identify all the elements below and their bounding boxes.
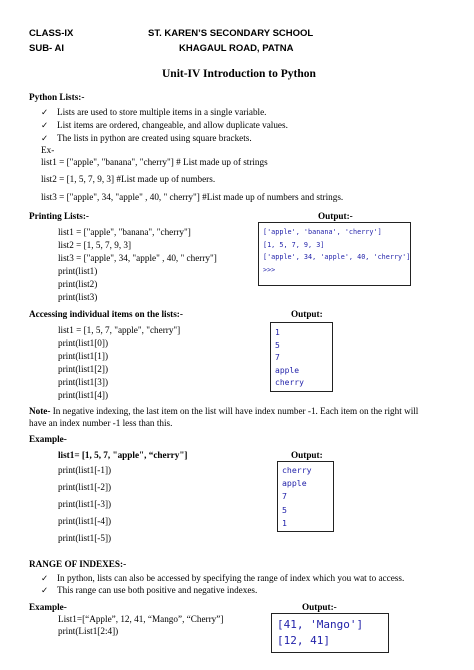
output-label: Output:	[291, 309, 323, 319]
note-line: Note- In negative indexing, the last item on the list will have index number -1. Each item on the right will	[29, 406, 419, 416]
code-line: print(list1[3])	[58, 377, 109, 387]
output-line: apple	[282, 478, 307, 489]
output-line: cherry	[282, 465, 312, 475]
code-line: list2 = [1, 5, 7, 9, 3]	[58, 240, 132, 250]
code-block	[58, 226, 217, 303]
output-box	[258, 222, 411, 286]
code-block	[58, 613, 223, 637]
checkmark-icon: ✓	[41, 108, 49, 118]
code-line: print(list1[-3])	[58, 499, 112, 509]
subject-label: SUB- AI	[29, 43, 65, 54]
code-line: list3 = ["apple", 34, "apple" , 40, " cherry"]	[58, 253, 217, 263]
output-line: 5	[282, 504, 287, 515]
printing-lists-heading: Printing Lists:-	[29, 211, 89, 221]
range-heading: RANGE OF INDEXES:-	[29, 559, 127, 569]
bullet-item: ✓ In python, lists can also be accessed by specifying the range of index which you wat to access.	[41, 573, 405, 584]
output-line: 7	[282, 491, 287, 502]
example-heading: Example-	[29, 602, 67, 612]
code-line: print(list2)	[58, 279, 98, 289]
note-label: Note-	[29, 406, 51, 416]
ex-label: Ex-	[41, 145, 55, 155]
output-line: 1	[275, 328, 280, 337]
example-line: list2 = [1, 5, 7, 9, 3] #List made up of numbers.	[41, 174, 216, 184]
checkmark-icon: ✓	[41, 586, 49, 596]
school-name: ST. KAREN’S SECONDARY SCHOOL	[148, 28, 314, 39]
code-block	[58, 464, 111, 544]
unit-title: Unit-IV Introduction to Python	[162, 68, 316, 80]
bullet-item: ✓ Lists are used to store multiple items in a single variable.	[41, 107, 267, 118]
code-line: print(list1[2])	[58, 364, 109, 374]
output-line: cherry	[275, 378, 304, 388]
output-line: [1, 5, 7, 9, 3]	[263, 240, 325, 249]
output-line: [41, 'Mango']	[277, 618, 364, 631]
code-line: print(list1[-1])	[58, 465, 112, 475]
code-line: print(list3)	[58, 292, 98, 302]
checkmark-icon: ✓	[41, 134, 49, 144]
code-line: print(list1[-2])	[58, 482, 112, 492]
accessing-heading: Accessing individual items on the lists:-	[29, 309, 183, 319]
python-lists-heading: Python Lists:-	[29, 92, 85, 102]
example-heading: Example-	[29, 434, 67, 444]
output-line: [12, 41]	[277, 634, 330, 647]
bullet-item: ✓ This range can use both positive and negative indexes.	[41, 585, 258, 596]
output-label: Output:-	[318, 211, 353, 221]
checkmark-icon: ✓	[41, 574, 49, 584]
code-block	[58, 324, 180, 401]
example-line: list3 = ["apple", 34, "apple" , 40, " cherry"] #List made up of numbers and strings.	[41, 192, 344, 202]
output-label: Output:-	[302, 602, 337, 612]
code-line: print(list1[-5])	[58, 533, 112, 543]
output-box	[277, 461, 334, 532]
output-box	[270, 322, 333, 392]
output-line: 7	[275, 353, 280, 363]
code-line: list1 = [1, 5, 7, "apple", "cherry"]	[58, 325, 181, 335]
output-label: Output:	[291, 450, 323, 460]
school-address: KHAGAUL ROAD, PATNA	[179, 43, 294, 54]
output-line: ['apple', 'banana', 'cherry']	[263, 228, 382, 236]
code-line: List1=[“Apple”, 12, 41, “Mango”, “Cherry”]	[58, 614, 224, 624]
code-line: print(list1)	[58, 266, 98, 276]
class-label: CLASS-IX	[29, 28, 74, 39]
code-line: print(list1[4])	[58, 390, 109, 400]
example-line: list1 = ["apple", "banana", "cherry"] # List made up of strings	[41, 157, 268, 167]
code-line: print(list1[0])	[58, 338, 109, 348]
output-line: >>>	[263, 265, 276, 274]
output-line: ['apple', 34, 'apple', 40, 'cherry']	[263, 253, 411, 261]
checkmark-icon: ✓	[41, 121, 49, 131]
bullet-item: ✓ The lists in python are created using square brackets.	[41, 133, 252, 144]
code-line: print(List1[2:4])	[58, 626, 119, 636]
output-line: 5	[275, 340, 280, 350]
code-line: list1 = ["apple", "banana", "cherry"]	[58, 227, 191, 237]
output-box	[271, 613, 389, 653]
note-line: have an index number -1 less than this.	[29, 418, 173, 428]
code-line: print(list1[1])	[58, 351, 109, 361]
output-line: 1	[282, 517, 287, 528]
list-definition: list1= [1, 5, 7, "apple", “cherry"]	[58, 450, 188, 460]
output-line: apple	[275, 365, 300, 375]
bullet-item: ✓ List items are ordered, changeable, and allow duplicate values.	[41, 120, 288, 131]
code-line: print(list1[-4])	[58, 516, 112, 526]
